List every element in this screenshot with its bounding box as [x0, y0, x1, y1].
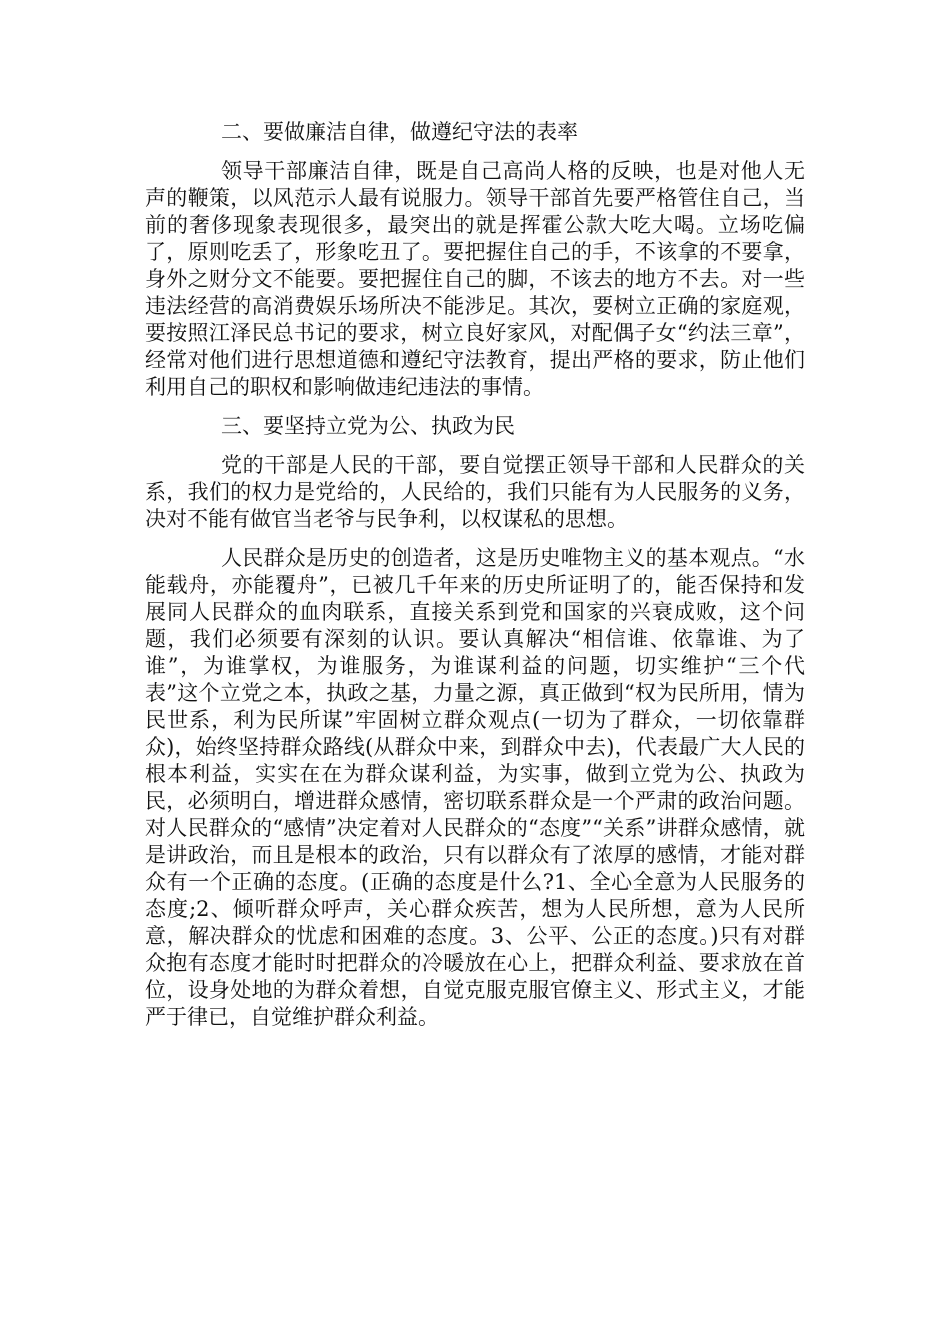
section-2-heading: 二、要做廉洁自律，做遵纪守法的表率: [221, 120, 578, 144]
document-body: [145, 119, 805, 1043]
section-2-paragraph: 领导干部廉洁自律，既是自己高尚人格的反映，也是对他人无声的鞭策，以风范示人最有说服力。领导干部首先要严格管住自己，当前的奢侈现象表现很多，最突出的就是挥霍公款大吃大喝。立场吃偏了，原则吃丢了，形象吃丑了。要把握住自己的手，不该拿的不要拿，身外之财分文不能要。要把握住自己的脚，不该去的地方不去。对一些违法经营的高消费娱乐场所决不能涉足。其次，要树立正确的家庭观，要按照江泽民总书记的要求，树立良好家风，对配偶子女“约法三章”，经常对他们进行思想道德和遵纪守法教育，提出严格的要求，防止他们利用自己的职权和影响做违纪违法的事情。: [145, 159, 805, 399]
section-3-paragraph-2: 人民群众是历史的创造者，这是历史唯物主义的基本观点。“水能载舟，亦能覆舟”，已被几千年来的历史所证明了的，能否保持和发展同人民群众的血肉联系，直接关系到党和国家的兴衰成败，这个问题，我们必须要有深刻的认识。要认真解决“相信谁、依靠谁、为了谁”，为谁掌权，为谁服务，为谁谋利益的问题，切实维护“三个代表”这个立党之本，执政之基，力量之源，真正做到“权为民所用，情为民世系，利为民所谋”牢固树立群众观点(一切为了群众，一切依靠群众)，始终坚持群众路线(从群众中来，到群众中去)，代表最广大人民的根本利益，实实在在为群众谋利益，为实事，做到立党为公、执政为民，必须明白，增进群众感情，密切联系群众是一个严肃的政治问题。对人民群众的“感情”决定着对人民群众的“态度”“关系”讲群众感情，就是讲政治，而且是根本的政治，只有以群众有了浓厚的感情，才能对群众有一个正确的态度。(正确的态度是什么?1、全心全意为人民服务的态度;2、倾听群众呼声，关心群众疾苦，想为人民所想，意为人民所意，解决群众的忧虑和困难的态度。3、公平、公正的态度。)只有对群众抱有态度才能时时把群众的冷暖放在心上，把群众利益、要求放在首位，设身处地的为群众着想，自觉克服克服官僚主义、形式主义，才能严于律已，自觉维护群众利益。: [145, 546, 805, 1029]
section-3-heading: 三、要坚持立党为公、执政为民: [221, 414, 515, 438]
section-3-paragraph-1: 党的干部是人民的干部，要自觉摆正领导干部和人民群众的关系，我们的权力是党给的，人民给的，我们只能有为人民服务的义务，决对不能有做官当老爷与民争利，以权谋私的思想。: [145, 453, 805, 531]
